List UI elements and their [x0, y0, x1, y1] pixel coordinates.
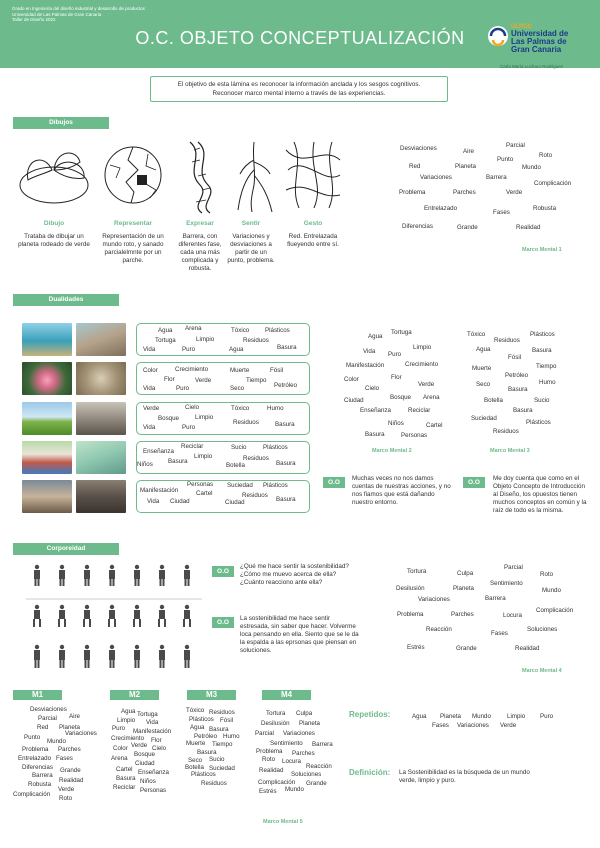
cloud-word: Plásticos [530, 331, 555, 338]
cluster-word: Tortura [266, 710, 286, 717]
dual-word: Basura [168, 458, 188, 465]
cloud-word: Planeta [453, 585, 474, 592]
photo-fossil [76, 362, 126, 395]
dual-word: Limpio [196, 336, 215, 343]
tab-m2: M2 [110, 690, 159, 700]
cloud-word: Basura [365, 431, 385, 438]
cloud-word: Fósil [508, 354, 522, 361]
dual-word: Manifestación [140, 487, 179, 494]
cluster-word: Fases [56, 755, 73, 762]
cluster-word: Tóxico [186, 707, 205, 714]
dual-word: Crecimiento [175, 366, 209, 373]
cluster-word: Grande [306, 780, 327, 787]
photo-green-field [22, 402, 72, 435]
cluster-word: Sucio [209, 756, 225, 763]
cloud-word: Fases [493, 209, 510, 216]
label-mm2: Marco Mental 2 [372, 448, 412, 454]
cluster-word: Reciclar [113, 784, 136, 791]
dual-word: Reciclar [181, 443, 204, 450]
repeated-word: Puro [540, 713, 554, 720]
cluster-word: Robusta [28, 781, 52, 788]
dual-word: Residuos [243, 337, 269, 344]
dual-word: Agua [158, 327, 173, 334]
dual-word: Cielo [185, 404, 200, 411]
label-mm1: Marco Mental 1 [522, 247, 562, 253]
cloud-word: Mundo [522, 164, 541, 171]
dual-word: Ciudad [170, 498, 190, 505]
question-line: ¿Cómo me muevo acerca de ella? [240, 571, 337, 578]
dual-word: Residuos [243, 455, 269, 462]
cluster-word: Roto [59, 795, 73, 802]
cluster-word: Diferencias [22, 764, 53, 771]
cluster-word: Aire [69, 713, 81, 720]
cluster-word: Cielo [152, 745, 167, 752]
dual-word: Suciedad [227, 482, 253, 489]
header-line: Taller de Diseño 2022 [12, 17, 56, 22]
dual-word: Puro [182, 424, 196, 431]
cloud-word: Desilusión [396, 585, 425, 592]
dual-word: Verde [195, 377, 212, 384]
cluster-word: Verde [58, 786, 75, 793]
repeated-word: Limpio [507, 713, 526, 720]
oo-badge: O.O [212, 566, 234, 577]
logo-line: Las Palmas de [511, 37, 567, 46]
logo-acronym: ULPGC [511, 24, 532, 30]
cluster-word: Fósil [220, 717, 234, 724]
oo-badge: O.O [323, 477, 345, 488]
body-poses-figure [26, 561, 202, 682]
cluster-word: Personas [140, 787, 167, 794]
cluster-word: Bosque [134, 751, 155, 758]
cluster-word: Flor [151, 737, 162, 744]
cloud-word: Botella [484, 397, 503, 404]
cloud-word: Residuos [494, 337, 520, 344]
cloud-word: Sucio [534, 397, 550, 404]
dual-word: Limpio [194, 453, 213, 460]
cluster-word: Mundo [285, 786, 304, 793]
cluster-word: Petróleo [194, 733, 218, 740]
cloud-word: Flor [391, 374, 402, 381]
dual-word: Verde [143, 405, 160, 412]
dual-word: Residuos [233, 419, 259, 426]
caption-gesto: Gesto [303, 220, 323, 227]
cloud-word: Verde [506, 189, 523, 196]
cloud-word: Roto [539, 152, 553, 159]
cluster-word: Variaciones [65, 730, 97, 737]
tab-m3: M3 [187, 690, 236, 700]
dual-word: Flor [164, 376, 175, 383]
sketch-broken-world [98, 140, 168, 210]
cluster-word: Arena [111, 755, 128, 762]
label-mm5: Marco Mental 5 [263, 819, 303, 825]
repeated-word: Mundo [472, 713, 491, 720]
oo-note-dualidades-1: Muchas veces no nos damos cuentas de nuestras acciones, y no nos fiamos que está dañando nuestro entorno. [352, 475, 451, 506]
dual-word: Basura [275, 421, 295, 428]
cloud-word: Barrera [485, 595, 506, 602]
cloud-word: Enseñanza [360, 407, 391, 414]
dual-word: Basura [277, 344, 297, 351]
cluster-word: Realidad [259, 767, 284, 774]
cluster-word: Botella [185, 764, 204, 771]
photo-kids-recycling [22, 441, 72, 474]
cloud-word: Red [409, 163, 421, 170]
cloud-word: Basura [513, 407, 533, 414]
sketch-variations [234, 140, 276, 215]
cluster-word: Problema [256, 748, 283, 755]
cluster-word: Residuos [201, 780, 227, 787]
cloud-word: Punto [497, 156, 514, 163]
cluster-word: Roto [262, 756, 276, 763]
cluster-word: Red [37, 724, 49, 731]
cluster-word: Desviaciones [30, 706, 67, 713]
cloud-word: Color [344, 376, 359, 383]
cluster-word: Limpio [117, 717, 136, 724]
cluster-word: Muerte [186, 740, 206, 747]
dual-word: Color [143, 367, 158, 374]
cloud-word: Agua [476, 346, 491, 353]
body-photo-grid [26, 561, 202, 682]
dual-word: Sucio [231, 444, 247, 451]
cluster-word: Soluciones [291, 771, 322, 778]
cluster-word: Parches [58, 746, 81, 753]
cluster-word: Cartel [116, 766, 133, 773]
cluster-word: Basura [197, 749, 217, 756]
cluster-word: Planeta [299, 720, 320, 727]
cloud-word: Grande [457, 224, 478, 231]
cluster-word: Agua [121, 708, 136, 715]
cluster-word: Sentimiento [270, 740, 303, 747]
section-bar-dibujos: Dibujos [13, 117, 109, 129]
cluster-word: Reacción [306, 763, 332, 770]
cluster-word: Desilusión [261, 720, 290, 727]
caption-representar: Representar [114, 220, 152, 227]
cluster-word: Locura [282, 758, 301, 765]
cloud-word: Crecimiento [405, 361, 439, 368]
cloud-word: Estrés [407, 644, 425, 651]
dual-word: Ciudad [225, 499, 245, 506]
cloud-word: Entrelazado [424, 205, 458, 212]
label-mm4: Marco Mental 4 [522, 668, 562, 674]
cloud-word: Tortuga [391, 329, 412, 336]
cluster-word: Humo [223, 733, 240, 740]
cloud-word: Reacción [426, 626, 452, 633]
cloud-word: Verde [418, 381, 435, 388]
desc-gesto: Red. Entrelazada flueyendo entre sí. [287, 233, 339, 248]
dual-word: Agua [229, 346, 244, 353]
cluster-word: Barrera [32, 772, 53, 779]
caption-sentir: Sentir [241, 220, 261, 227]
cloud-word: Fases [491, 630, 508, 637]
cloud-word: Mundo [542, 587, 561, 594]
cloud-word: Cielo [365, 385, 380, 392]
question-line: ¿Qué me hace sentir la sostenibilidad? [240, 563, 349, 570]
dual-word: Humo [267, 405, 284, 412]
cluster-word: Parches [292, 750, 315, 757]
repeated-word: Fases [432, 722, 449, 729]
dual-word: Muerte [230, 367, 250, 374]
cluster-word: Mundo [47, 738, 66, 745]
label-mm3: Marco Mental 3 [490, 448, 530, 454]
cluster-word: Plásticos [189, 716, 214, 723]
oo-questions [240, 563, 360, 587]
dual-word: Fósil [270, 367, 284, 374]
cloud-word: Plásticos [526, 419, 551, 426]
cloud-word: Soluciones [527, 626, 558, 633]
cluster-word: Basura [116, 775, 136, 782]
cloud-word: Realidad [516, 224, 541, 231]
cluster-word: Plásticos [191, 771, 216, 778]
header-info [12, 6, 145, 23]
photo-polluted-beach [76, 323, 126, 356]
section-bar-corporeidad: Corporeidad [13, 543, 119, 555]
dual-word: Plásticos [263, 482, 288, 489]
cloud-word: Parcial [506, 142, 525, 149]
dual-word: Enseñanza [143, 448, 174, 455]
cloud-word: Problema [397, 611, 424, 618]
cluster-word: Entrelazado [18, 755, 52, 762]
dual-word: Basura [276, 460, 296, 467]
cloud-word: Vida [363, 348, 376, 355]
header-line: Grado en Ingeniería del diseño industrial y desarrollo de productos [12, 6, 145, 11]
sketch-network [284, 140, 342, 210]
cloud-word: Residuos [493, 428, 519, 435]
cloud-word: Basura [532, 347, 552, 354]
dual-word: Bosque [158, 415, 179, 422]
cloud-word: Agua [368, 333, 383, 340]
cloud-word: Diferencias [402, 223, 433, 230]
cloud-word: Arena [423, 394, 440, 401]
dual-word: Cartel [196, 490, 213, 497]
cloud-word: Tóxico [467, 331, 486, 338]
desc-dibujo: Trataba de dibujar un planeta rodeado de verde [18, 233, 90, 248]
dual-word: Botella [226, 462, 245, 469]
dual-word: Arena [185, 325, 202, 332]
sketch-barrier [180, 140, 225, 215]
desc-representar: Representación de un mundo roto, y sanado parcialelmnte por un parche. [102, 233, 164, 264]
logo-line: Gran Canaria [511, 45, 562, 54]
dual-word: Tóxico [231, 405, 250, 412]
cluster-word: Estrés [259, 788, 277, 795]
cloud-word: Variaciones [420, 174, 452, 181]
cluster-word: Color [113, 745, 128, 752]
logo-emblem-icon [487, 24, 509, 48]
tab-m1: M1 [13, 690, 62, 700]
dual-word: Vida [143, 385, 156, 392]
sketch-planet-leaves [14, 140, 94, 210]
cluster-word: Barrera [312, 741, 333, 748]
cluster-word: Parcial [38, 715, 57, 722]
dual-word: Puro [176, 385, 190, 392]
desc-sentir: Variaciones y desviaciones a partir de un punto, problema. [227, 233, 275, 264]
cloud-word: Problema [399, 189, 426, 196]
oo-badge: O.O [463, 477, 485, 488]
cloud-word: Personas [401, 432, 428, 439]
dual-word: Residuos [242, 492, 268, 499]
question-line: ¿Cuánto reacciono ante ella? [240, 579, 323, 586]
header-line: Universidad de Las Palmas de Gran Canaria [12, 11, 102, 17]
dual-word: Puro [182, 346, 196, 353]
cloud-word: Complicación [534, 180, 572, 187]
dual-word: Tiempo [246, 377, 267, 384]
cloud-word: Parches [451, 611, 474, 618]
cloud-word: Variaciones [418, 596, 450, 603]
cluster-word: Residuos [209, 709, 235, 716]
cluster-word: Planeta [59, 724, 80, 731]
cloud-word: Muerte [472, 365, 492, 372]
cloud-word: Seco [476, 381, 491, 388]
dual-word: Personas [187, 481, 214, 488]
cluster-word: Enseñanza [138, 769, 169, 776]
cloud-word: Sentimiento [490, 580, 523, 587]
oo-badge: O.O [212, 617, 234, 628]
cloud-word: Grande [456, 645, 477, 652]
cloud-word: Realidad [515, 645, 540, 652]
label-definicion: Definición: [349, 768, 391, 777]
cloud-word: Planeta [455, 163, 476, 170]
cloud-word: Niños [388, 420, 404, 427]
cloud-word: Petróleo [505, 372, 529, 379]
photo-flower [22, 362, 72, 395]
photo-factory-smoke [76, 402, 126, 435]
dual-word: Tortuga [155, 337, 176, 344]
cluster-word: Verde [131, 742, 148, 749]
dual-word: Niños [137, 461, 153, 468]
dual-word: Petróleo [274, 382, 298, 389]
dual-word: Vida [147, 498, 160, 505]
duality-box-2 [136, 362, 310, 395]
cloud-word: Roto [540, 571, 554, 578]
cluster-word: Crecimiento [111, 735, 145, 742]
cluster-word: Punto [24, 734, 41, 741]
cloud-word: Puro [388, 351, 402, 358]
cloud-word: Tiempo [536, 363, 557, 370]
dual-word: Tóxico [231, 327, 250, 334]
cluster-word: Agua [190, 724, 205, 731]
cloud-word: Reciclar [408, 407, 431, 414]
cloud-word: Humo [539, 379, 556, 386]
author-name: Carla María Luchoro Rodríguez [500, 64, 564, 69]
repeated-word: Planeta [440, 713, 461, 720]
cloud-word: Barrera [486, 174, 507, 181]
dual-word: Plásticos [263, 444, 288, 451]
cluster-word: Parcial [255, 730, 274, 737]
page-title: O.C. OBJETO CONCEPTUALIZACIÓN [135, 28, 465, 48]
logo-line: Universidad de [511, 29, 569, 38]
cloud-word: Basura [508, 386, 528, 393]
cloud-word: Locura [503, 612, 522, 619]
cluster-word: Ciudad [135, 760, 155, 767]
section-bar-dualidades: Dualidades [13, 294, 119, 306]
photo-clean-beach [22, 323, 72, 356]
cloud-word: Parcial [504, 564, 523, 571]
cloud-word: Limpio [413, 344, 432, 351]
dual-word: Seco [230, 385, 245, 392]
cluster-word: Manifestación [133, 728, 172, 735]
caption-dibujo: Dibujo [43, 220, 65, 227]
objective-box [150, 76, 448, 102]
dual-word: Basura [276, 496, 296, 503]
cloud-word: Ciudad [344, 397, 364, 404]
cluster-word: Realidad [59, 777, 84, 784]
desc-expresar: Barrera, con diferentes fase, cada una más complicada y robusta. [178, 233, 222, 272]
oo-note-corporeidad: La sostenibilidad me hace sentir estresada, sin saber que hacer. Volverme loca pensando en ella. Siento que se le da la espalda a las eprsonas que piensan en soluciones. [240, 615, 359, 654]
repeated-word: Verde [500, 722, 517, 729]
cluster-word: Grande [60, 767, 81, 774]
cluster-word: Problema [22, 746, 49, 753]
photo-plastic-bottle [76, 441, 126, 474]
cluster-word: Tiempo [212, 741, 233, 748]
university-logo [487, 20, 597, 58]
label-repetidos: Repetidos: [349, 710, 391, 719]
cluster-word: Tortuga [137, 711, 158, 718]
cloud-word: Desviaciones [400, 145, 437, 152]
caption-expresar: Expresar [186, 220, 214, 227]
cluster-word: Vida [146, 719, 159, 726]
repeated-word: Variaciones [457, 722, 489, 729]
dual-word: Vida [143, 424, 156, 431]
dual-word: Limpio [195, 414, 214, 421]
cloud-word: Robusta [533, 205, 557, 212]
cluster-word: Culpa [296, 710, 313, 717]
dual-word: Plásticos [265, 327, 290, 334]
cluster-word: Seco [188, 757, 203, 764]
photo-city-trash [76, 480, 126, 513]
cloud-word: Manifestación [346, 362, 385, 369]
definition-text: La Sostenibilidad es la búsqueda de un mundo verde, limpio y puro. [399, 769, 530, 784]
cloud-word: Tortura [407, 568, 427, 575]
objective-line: Reconocer marco mental interno a través de las experiencias. [212, 90, 386, 97]
cluster-word: Variaciones [283, 730, 315, 737]
cluster-word: Basura [209, 726, 229, 733]
duality-divider [222, 326, 223, 510]
oo-note-dualidades-2: Me doy cuenta que como en el Objeto Concepto de Introducción al Diseño, los opuestos tienen muchos conceptos en común y la raíz de todo es la misma. [493, 475, 587, 514]
cloud-word: Complicación [536, 607, 574, 614]
cluster-word: Suciedad [209, 765, 235, 772]
cloud-word: Suciedad [471, 415, 497, 422]
dual-word: Vida [143, 346, 156, 353]
cloud-word: Bosque [390, 394, 411, 401]
objective-line: El objetivo de esta lámina es reconocer la información anclada y los sesgos cognitivos. [177, 81, 421, 88]
repeated-word: Agua [412, 713, 427, 720]
cloud-word: Cartel [426, 422, 443, 429]
cloud-word: Parches [453, 189, 476, 196]
cloud-word: Culpa [457, 570, 474, 577]
cloud-word: Aire [463, 148, 475, 155]
cluster-word: Complicación [13, 791, 51, 798]
cluster-word: Complicación [258, 779, 296, 786]
cluster-word: Niños [140, 778, 156, 785]
cluster-word: Puro [112, 725, 126, 732]
tab-m4: M4 [262, 690, 311, 700]
photo-protest [22, 480, 72, 513]
